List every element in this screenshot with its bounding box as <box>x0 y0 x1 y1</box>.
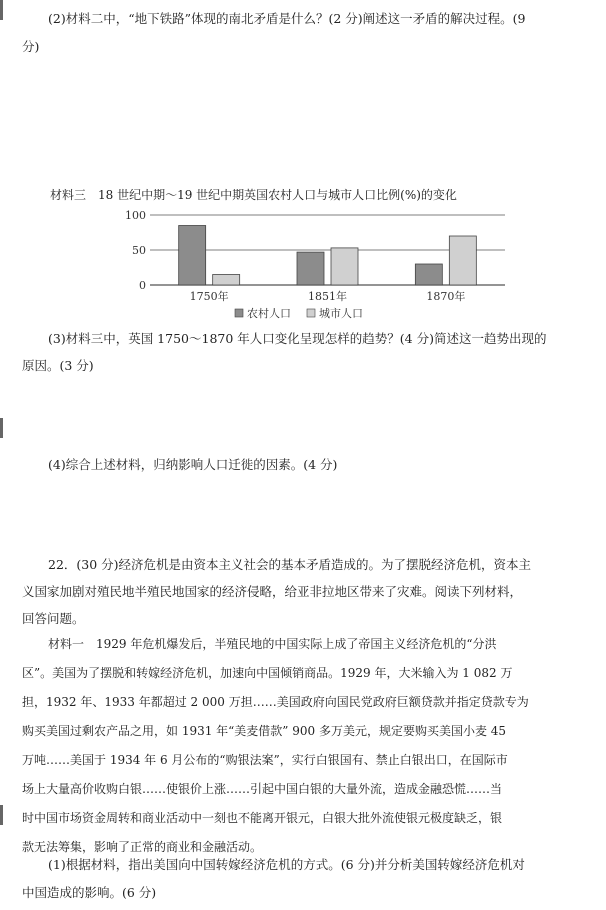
material-1-line-8: 款无法筹集，影响了正常的商业和金融活动。 <box>22 840 263 854</box>
material-1-line-4: 购买美国过剩农产品之用，如 1931 年“美麦借款” 900 多万美元，规定要购买美国小麦 45 <box>22 724 507 738</box>
legend-swatch-1 <box>307 309 315 317</box>
legend-swatch-0 <box>235 309 243 317</box>
y-tick-label-100: 100 <box>125 209 146 222</box>
question-3-line-1: (3)材料三中，英国 1750～1870 年人口变化呈现怎样的趋势？(4 分)简述这一趋势出现的 <box>48 331 547 346</box>
question-3-line-2: 原因。(3 分) <box>22 358 94 373</box>
population-bar-chart <box>0 205 606 325</box>
question-22-line-1: 22．(30 分)经济危机是由资本主义社会的基本矛盾造成的。为了摆脱经济危机，资本主 <box>48 557 532 572</box>
material-1-line-5: 万吨……美国于 1934 年 6 月公布的“购银法案”，实行白银国有、禁止白银出口，在国际市 <box>22 753 508 767</box>
page-edge-mark-top <box>0 0 3 20</box>
material-1-line-6: 场上大量高价收购白银……使银价上涨……引起中国白银的大量外流，造成金融恐慌……当 <box>22 782 503 796</box>
question-22-line-3: 回答问题。 <box>22 611 85 626</box>
bar-1-2 <box>449 236 476 285</box>
material-1-line-2: 区”。美国为了摆脱和转嫁经济危机，加速向中国倾销商品。1929 年，大米输入为 1 082 万 <box>22 666 513 680</box>
material-1-line-3: 担，1932 年、1933 年都超过 2 000 万担……美国政府向国民党政府巨额贷款并指定贷款专为 <box>22 695 529 709</box>
legend-label-1: 城市人口 <box>319 307 363 320</box>
category-label-0: 1750年 <box>189 290 229 303</box>
question-2-line-1: (2)材料二中，“地下铁路”体现的南北矛盾是什么？(2 分)阐述这一矛盾的解决过程。(9 <box>48 11 526 26</box>
question-22-1-line-1: (1)根据材料，指出美国向中国转嫁经济危机的方式。(6 分)并分析美国转嫁经济危机对 <box>48 857 525 872</box>
bar-0-0 <box>179 226 206 286</box>
bar-1-1 <box>331 248 358 285</box>
page-edge-mark-middle <box>0 418 3 438</box>
material-1-line-1: 材料一 1929 年危机爆发后，半殖民地的中国实际上成了帝国主义经济危机的“分洪 <box>48 637 497 651</box>
legend-label-0: 农村人口 <box>247 307 291 320</box>
y-tick-label-50: 50 <box>132 244 146 257</box>
category-label-2: 1870年 <box>426 290 466 303</box>
material-3-title: 材料三 18 世纪中期～19 世纪中期英国农村人口与城市人口比例(%)的变化 <box>50 188 457 202</box>
bar-1-0 <box>213 275 240 286</box>
page-edge-mark-bottom <box>0 805 3 825</box>
question-22-1-line-2: 中国造成的影响。(6 分) <box>22 885 157 900</box>
bar-0-1 <box>297 252 324 285</box>
y-tick-label-0: 0 <box>139 279 146 292</box>
question-2-line-2: 分) <box>22 39 40 54</box>
category-label-1: 1851年 <box>308 290 347 303</box>
material-1-body <box>22 630 529 862</box>
bar-0-2 <box>415 264 442 285</box>
material-1-line-7: 时中国市场资金周转和商业活动中一刻也不能离开银元，白银大批外流使银元极度缺乏，银 <box>22 811 503 825</box>
question-4: (4)综合上述材料，归纳影响人口迁徙的因素。(4 分) <box>48 457 338 472</box>
question-22-line-2: 义国家加剧对殖民地半殖民地国家的经济侵略，给亚非拉地区带来了灾难。阅读下列材料， <box>22 584 523 599</box>
